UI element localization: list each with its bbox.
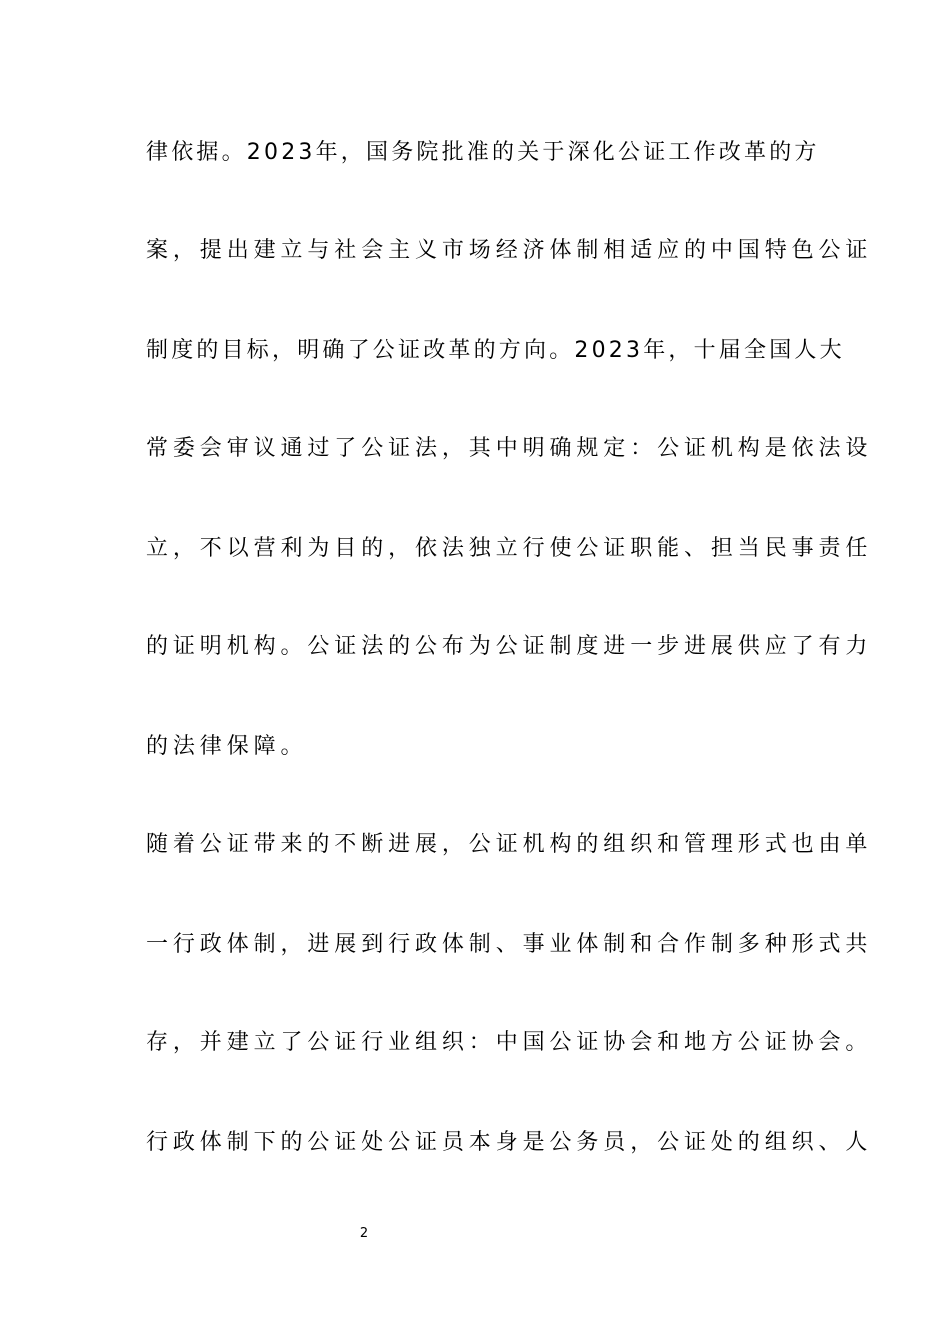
text-line-6: 的证明机构。公证法的公布为公证制度进一步进展供应了有力 <box>146 634 873 659</box>
text-line-11: 行政体制下的公证处公证员本身是公务员，公证处的组织、人 <box>146 1130 873 1155</box>
page-number: 2 <box>359 1226 369 1241</box>
text-line-1: 律依据。2023年，国务院批准的关于深化公证工作改革的方 <box>146 140 820 165</box>
text-line-9: 一行政体制，进展到行政体制、事业体制和合作制多种形式共 <box>146 932 873 957</box>
text-line-4: 常委会审议通过了公证法，其中明确规定：公证机构是依法设 <box>146 436 873 461</box>
text-line-7: 的法律保障。 <box>146 734 308 759</box>
text-line-10: 存，并建立了公证行业组织：中国公证协会和地方公证协会。 <box>146 1030 873 1055</box>
text-line-2: 案，提出建立与社会主义市场经济体制相适应的中国特色公证 <box>146 238 873 263</box>
text-line-8: 随着公证带来的不断进展，公证机构的组织和管理形式也由单 <box>146 832 873 857</box>
text-line-3: 制度的目标，明确了公证改革的方向。2023年，十届全国人大 <box>146 338 845 363</box>
text-line-5: 立，不以营利为目的，依法独立行使公证职能、担当民事责任 <box>146 536 873 561</box>
